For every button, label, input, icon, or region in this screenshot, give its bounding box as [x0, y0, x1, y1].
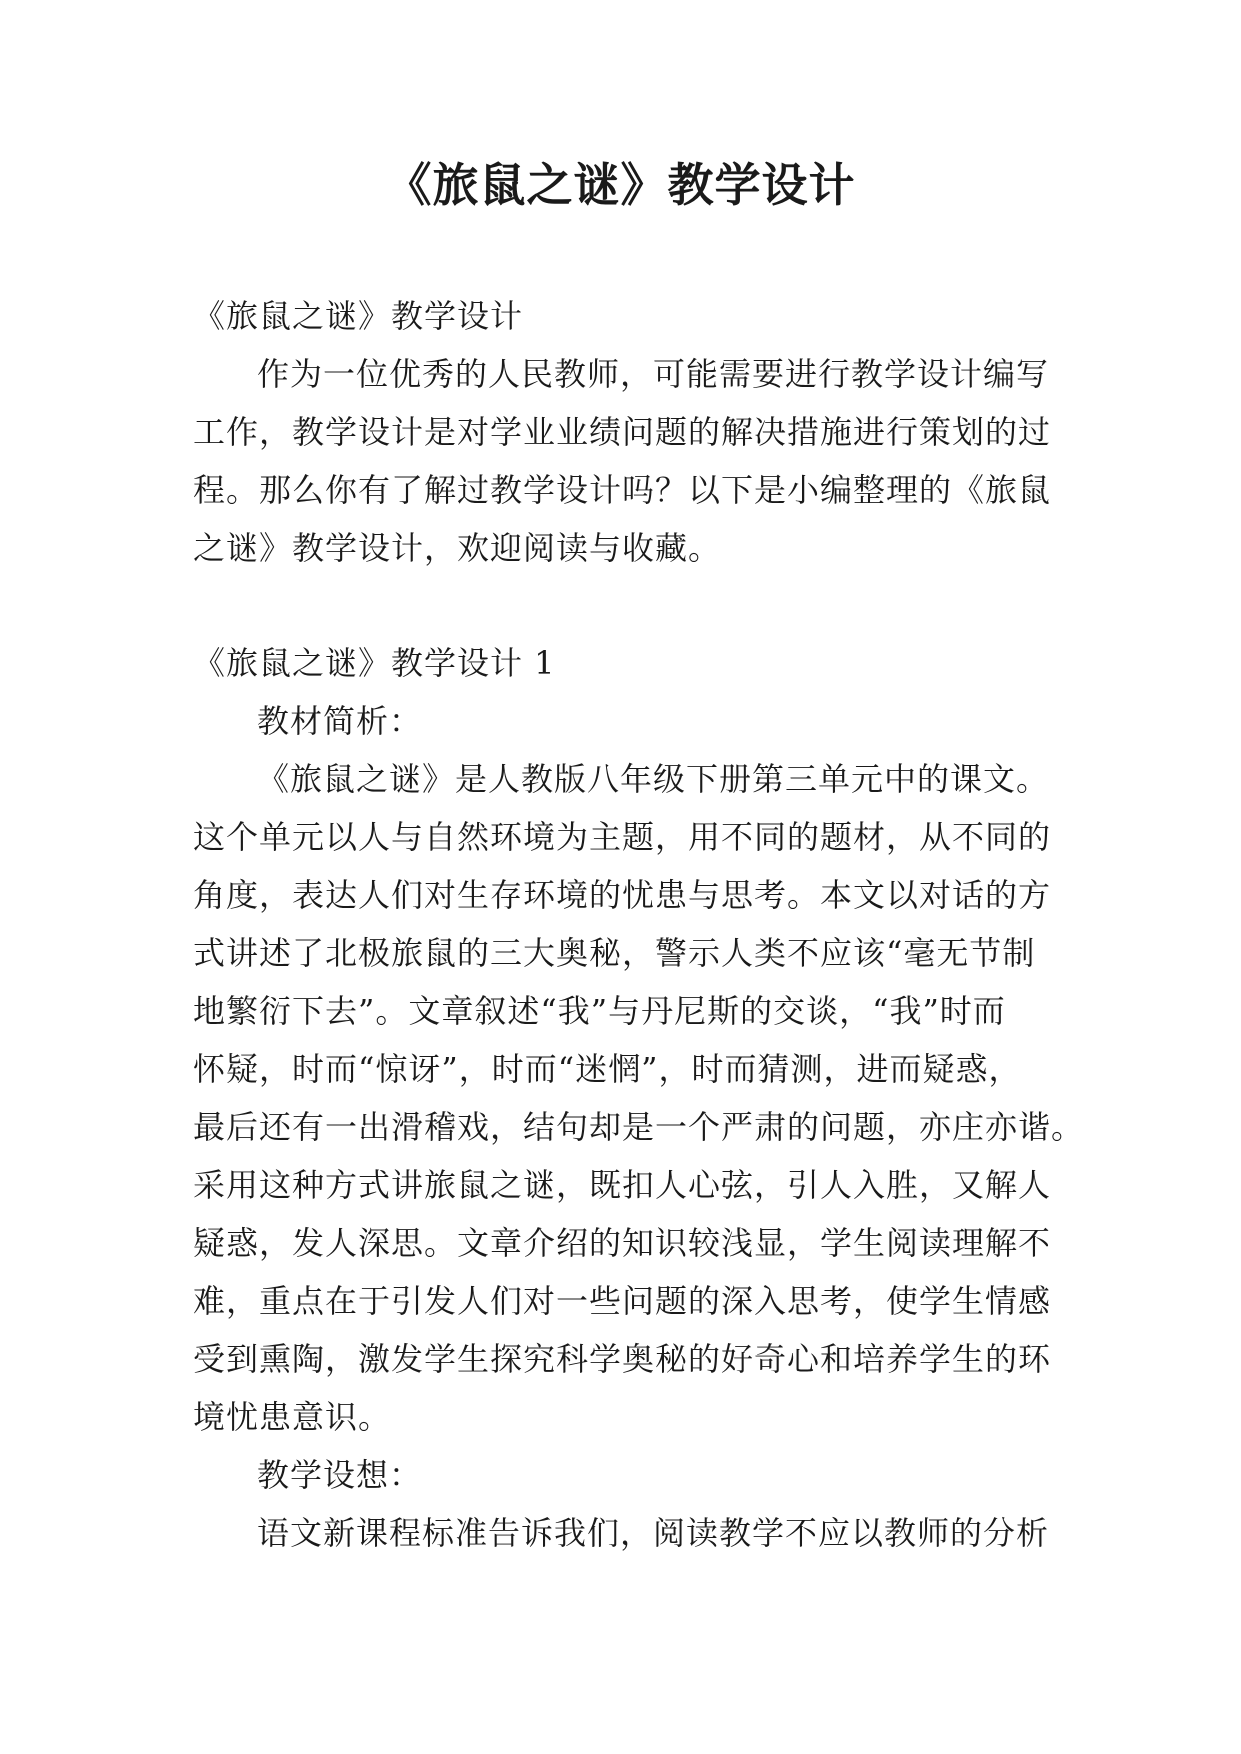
- subheading-design: 教学设想：: [257, 1456, 423, 1494]
- paragraph-line: 受到熏陶，激发学生探究科学奥秘的好奇心和培养学生的环: [193, 1340, 1052, 1378]
- paragraph-line: 语文新课程标准告诉我们，阅读教学不应以教师的分析: [257, 1514, 1050, 1552]
- paragraph-line: 地繁衍下去”。文章叙述“我”与丹尼斯的交谈，“我”时而: [193, 992, 1006, 1030]
- section-heading-1: 《旅鼠之谜》教学设计 1: [193, 644, 556, 682]
- paragraph-line: 难，重点在于引发人们对一些问题的深入思考，使学生情感: [193, 1282, 1052, 1320]
- paragraph-line: 疑惑，发人深思。文章介绍的知识较浅显，学生阅读理解不: [193, 1224, 1052, 1262]
- paragraph-line: 角度，表达人们对生存环境的忧患与思考。本文以对话的方: [193, 876, 1052, 914]
- section-heading-intro: 《旅鼠之谜》教学设计: [193, 297, 524, 335]
- paragraph-line: 式讲述了北极旅鼠的三大奥秘，警示人类不应该“毫无节制: [193, 934, 1036, 972]
- paragraph-line: 之谜》教学设计，欢迎阅读与收藏。: [193, 529, 722, 567]
- paragraph-line: 工作，教学设计是对学业业绩问题的解决措施进行策划的过: [193, 413, 1052, 451]
- paragraph-line: 程。那么你有了解过教学设计吗？以下是小编整理的《旅鼠: [193, 471, 1052, 509]
- paragraph-line: 采用这种方式讲旅鼠之谜，既扣人心弦，引人入胜，又解人: [193, 1166, 1052, 1204]
- paragraph-line: 境忧患意识。: [193, 1398, 392, 1436]
- subheading-materials: 教材简析：: [257, 702, 423, 740]
- paragraph-line: 这个单元以人与自然环境为主题，用不同的题材，从不同的: [193, 818, 1052, 856]
- document-title: 《旅鼠之谜》教学设计: [385, 158, 856, 212]
- paragraph-line: 最后还有一出滑稽戏，结句却是一个严肃的问题，亦庄亦谐。: [193, 1108, 1085, 1146]
- paragraph-line: 作为一位优秀的人民教师，可能需要进行教学设计编写: [257, 355, 1050, 393]
- paragraph-line: 怀疑，时而“惊讶”，时而“迷惘”，时而猜测，进而疑惑，: [193, 1050, 1022, 1088]
- paragraph-line: 《旅鼠之谜》是人教版八年级下册第三单元中的课文。: [257, 760, 1050, 798]
